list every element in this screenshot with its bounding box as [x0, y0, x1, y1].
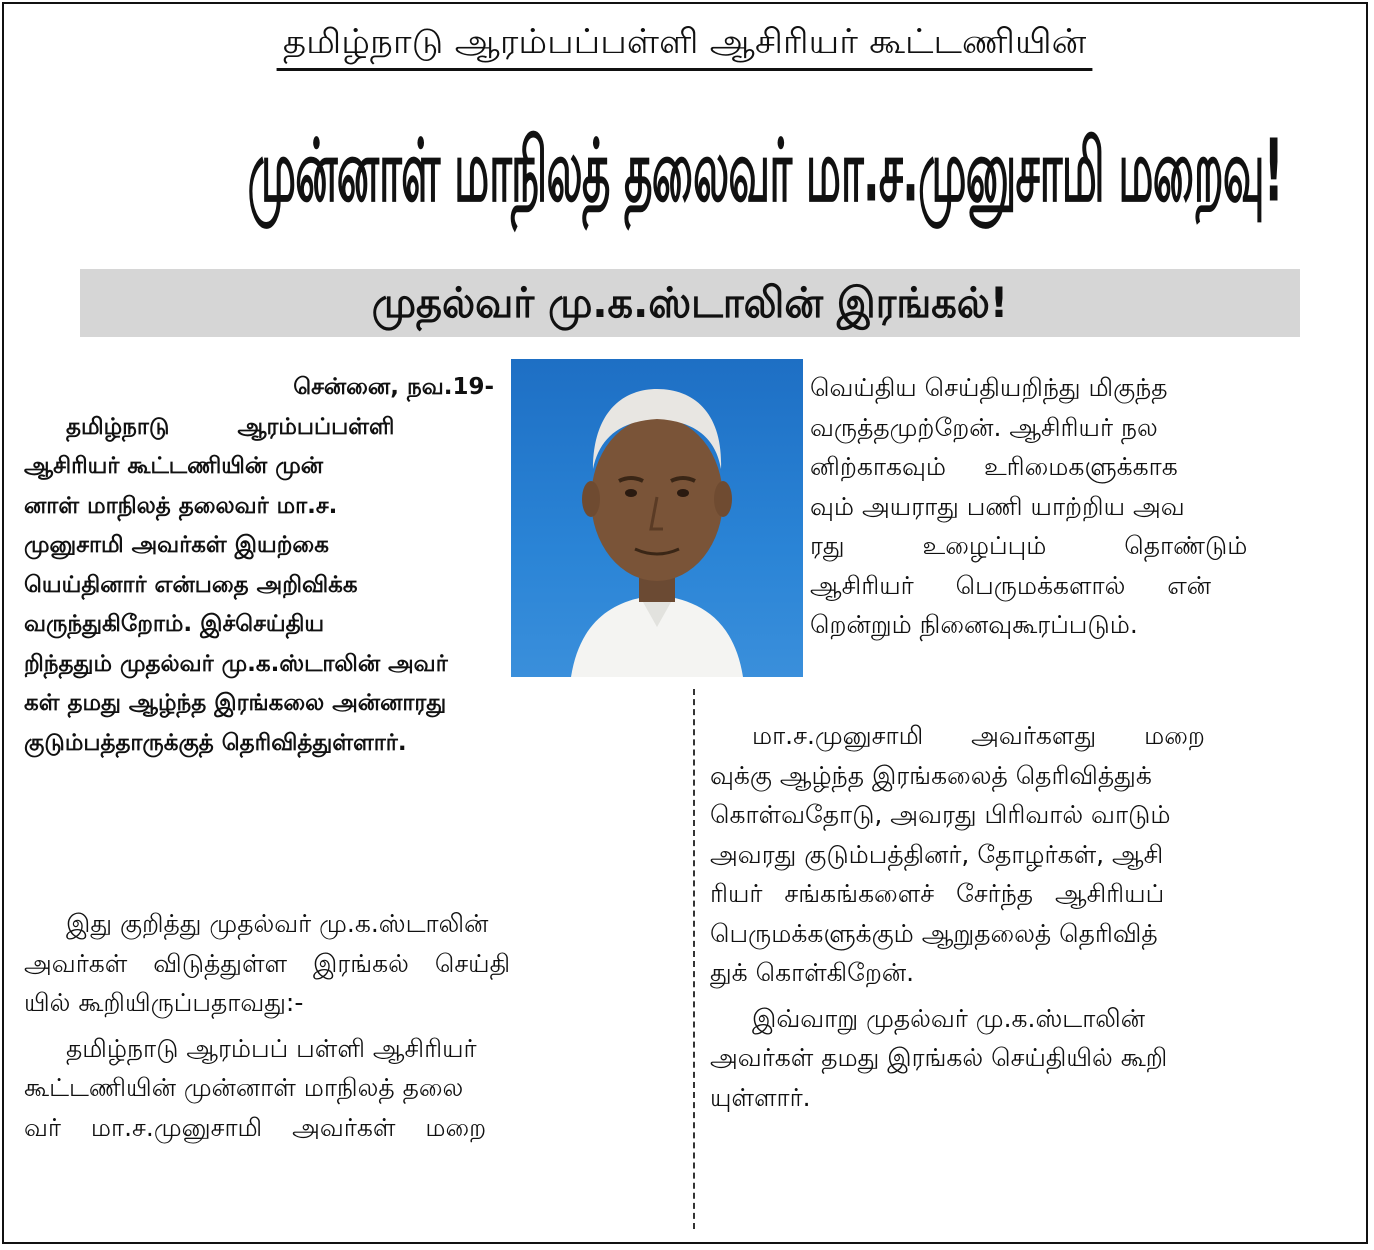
statement-line: அவர்கள் விடுத்துள்ள இரங்கல் செய்தி — [24, 948, 511, 978]
statement-line: இது குறித்து முதல்வர் மு.க.ஸ்டாலின் — [66, 909, 489, 938]
statement-line: யுள்ளார். — [710, 1082, 811, 1112]
intro-line: வருந்துகிறோம். இச்செய்திய — [24, 611, 325, 637]
dateline: சென்னை, நவ.19- — [293, 374, 494, 400]
statement-line: தமிழ்நாடு ஆரம்பப் பள்ளி ஆசிரியர் — [66, 1033, 477, 1063]
statement-line: அவரது குடும்பத்தினர், தோழர்கள், ஆசி — [710, 839, 1164, 869]
statement-paragraph — [24, 904, 680, 1147]
intro-line: குடும்பத்தாருக்குத் தெரிவித்துள்ளார். — [24, 729, 407, 756]
intro-line: தமிழ்நாடு ஆரம்பப்பள்ளி — [66, 413, 395, 440]
statement-line: ஆசிரியர் பெருமக்களால் என் — [810, 570, 1212, 600]
statement-line: வருத்தமுற்றேன். ஆசிரியர் நல — [810, 412, 1158, 442]
portrait-illustration — [511, 359, 803, 677]
statement-line: றென்றும் நினைவுகூரப்படும். — [810, 610, 1138, 639]
intro-line: முனுசாமி அவர்கள் இயற்கை — [24, 532, 329, 558]
statement-line: இவ்வாறு முதல்வர் மு.க.ஸ்டாலின் — [752, 1003, 1145, 1033]
statement-line: வும் அயராது பணி யாற்றிய அவ — [810, 491, 1185, 521]
intro-line: னாள் மாநிலத் தலைவர் மா.ச. — [24, 492, 338, 519]
statement-line: கூட்டணியின் முன்னாள் மாநிலத் தலை — [24, 1073, 464, 1102]
intro-line: யெய்தினார் என்பதை அறிவிக்க — [24, 571, 358, 598]
statement-line: துக் கொள்கிறேன். — [710, 958, 915, 987]
headline-text: முன்னாள் மாநிலத் தலைவர் மா.ச.முனுசாமி மறைவு! — [247, 122, 1283, 222]
intro-line: கள் தமது ஆழ்ந்த இரங்கலை அன்னாரது — [24, 690, 447, 716]
kicker-text: தமிழ்நாடு ஆரம்பப்பள்ளி ஆசிரியர் கூட்டணியின் — [277, 22, 1093, 71]
statement-line: வெய்திய செய்தியறிந்து மிகுந்த — [810, 373, 1168, 402]
news-clipping — [2, 2, 1368, 1244]
statement-line: வர் மா.ச.முனுசாமி அவர்கள் மறை — [24, 1112, 487, 1142]
column-divider — [693, 689, 695, 1229]
headline — [4, 122, 1366, 222]
kicker-line — [4, 22, 1366, 71]
statement-line: ரது உழைப்பும் தொண்டும் — [810, 531, 1248, 560]
statement-line: வுக்கு ஆழ்ந்த இரங்கலைத் தெரிவித்துக் — [710, 760, 1152, 790]
subheadline-bar — [80, 269, 1300, 337]
statement-line: பெருமக்களுக்கும் ஆறுதலைத் தெரிவித் — [710, 918, 1158, 948]
statement-line: அவர்கள் தமது இரங்கல் செய்தியில் கூறி — [710, 1043, 1168, 1072]
statement-line: ரியர் சங்கங்களைச் சேர்ந்த ஆசிரியப் — [710, 879, 1165, 908]
statement-line: யில் கூறியிருப்பதாவது:- — [24, 988, 304, 1017]
subheadline-text: முதல்வர் மு.க.ஸ்டாலின் இரங்கல்! — [371, 278, 1009, 327]
statement-line: மா.ச.முனுசாமி அவர்களது மறை — [752, 721, 1205, 750]
intro-line: ஆசிரியர் கூட்டணியின் முன் — [24, 453, 324, 479]
intro-line: றிந்ததும் முதல்வர் மு.க.ஸ்டாலின் அவர் — [24, 650, 448, 677]
statement-line: னிற்காகவும் உரிமைகளுக்காக — [810, 452, 1178, 481]
statement-continued-bottom — [710, 716, 1355, 1117]
portrait-photo — [511, 359, 803, 677]
statement-continued-top — [810, 368, 1355, 645]
statement-line: கொள்வதோடு, அவரது பிரிவால் வாடும் — [710, 800, 1171, 829]
